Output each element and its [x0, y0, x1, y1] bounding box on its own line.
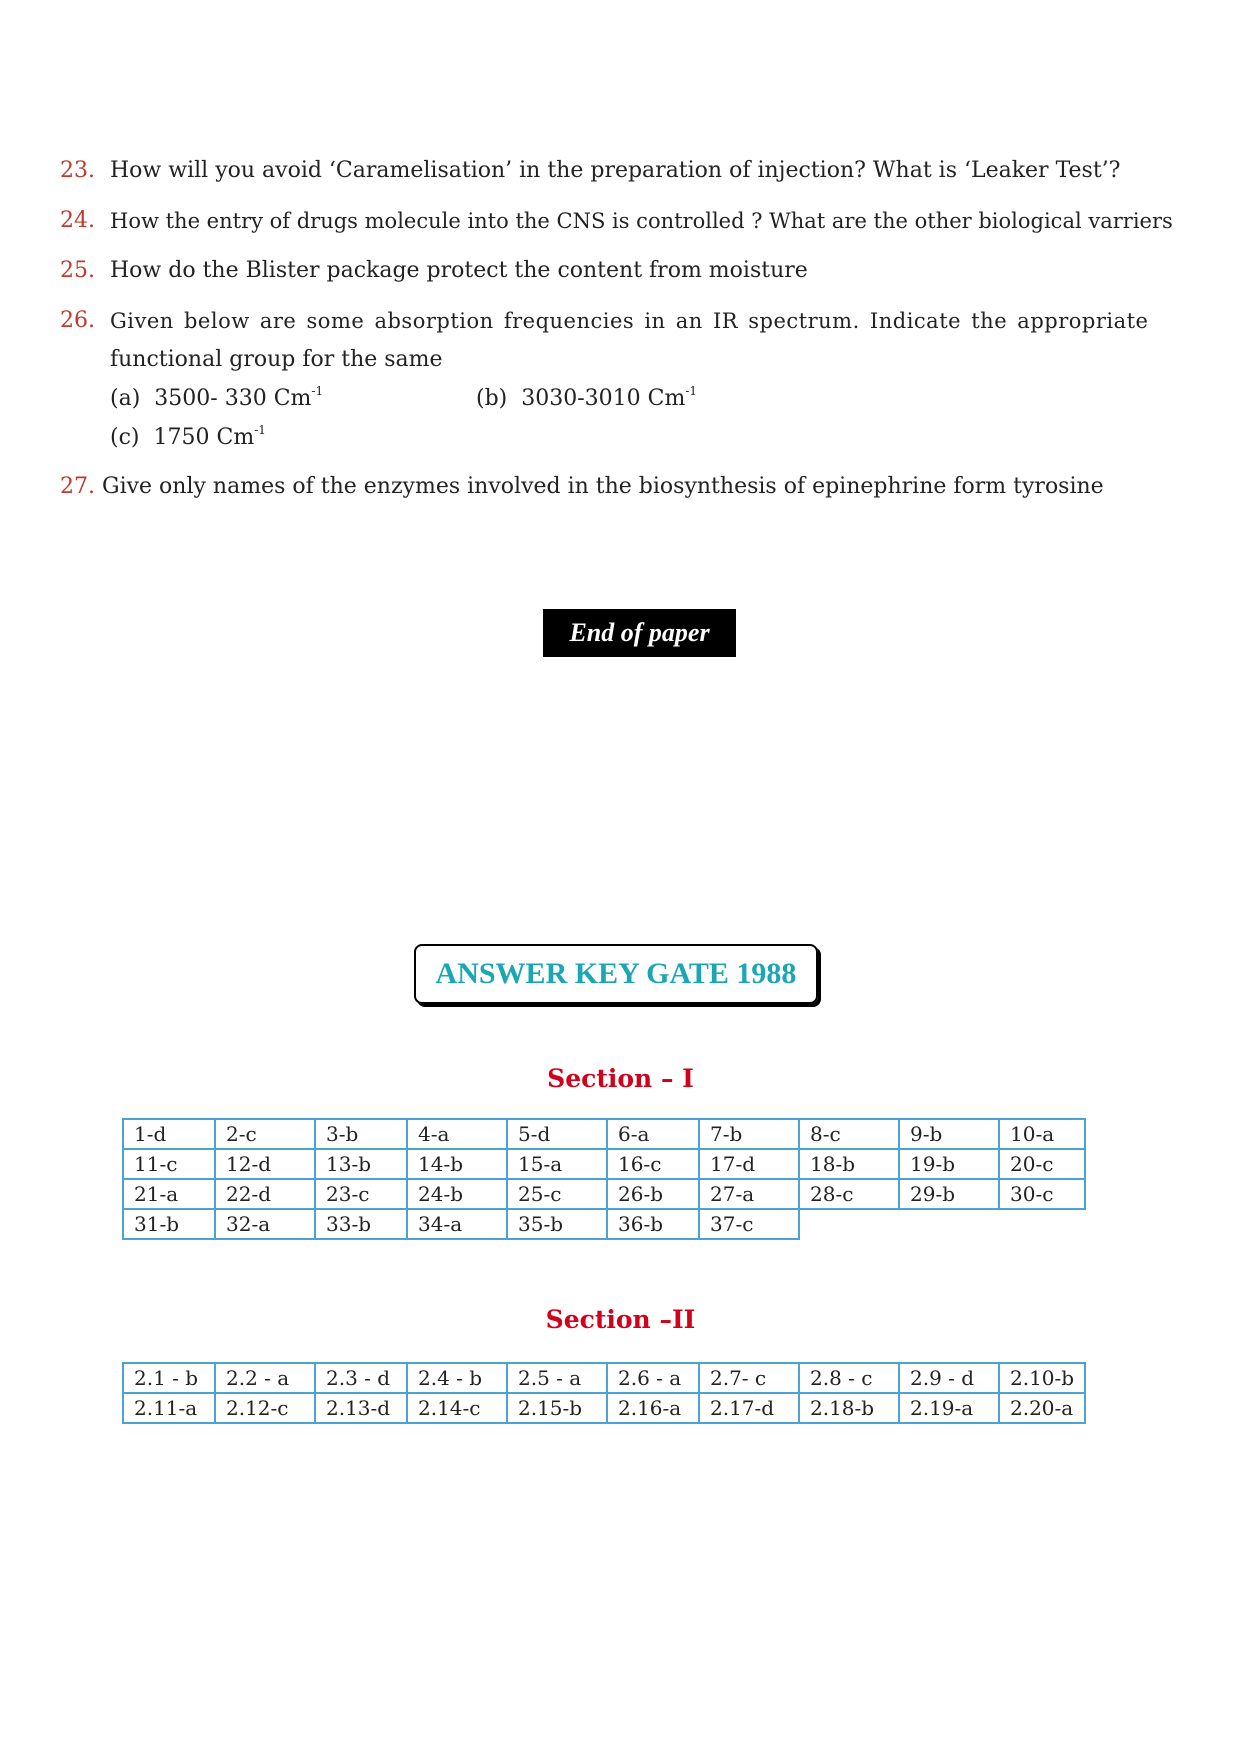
answer-cell: 34-a [407, 1209, 507, 1239]
answer-cell: 9-b [899, 1119, 999, 1149]
answer-cell: 2.15-b [507, 1393, 607, 1423]
question-number: 25. [60, 258, 95, 283]
answer-cell: 23-c [315, 1179, 407, 1209]
answer-cell: 2.14-c [407, 1393, 507, 1423]
answer-cell: 30-c [999, 1179, 1085, 1209]
question-number: 27. [60, 474, 95, 499]
answer-cell: 25-c [507, 1179, 607, 1209]
end-of-paper-banner: End of paper [543, 609, 736, 657]
answer-cell: 2.1 - b [123, 1363, 215, 1393]
answer-cell: 36-b [607, 1209, 699, 1239]
question-27 [60, 474, 1104, 499]
question-number: 24. [60, 208, 95, 233]
option-exponent: -1 [311, 384, 324, 398]
question-text: Give only names of the enzymes involved in the biosynthesis of epinephrine form tyrosine [102, 474, 1104, 499]
answer-cell: 26-b [607, 1179, 699, 1209]
answer-cell: 32-a [215, 1209, 315, 1239]
question-text: How do the Blister package protect the content from moisture [110, 258, 808, 283]
empty-cell [899, 1209, 999, 1239]
answer-cell: 37-c [699, 1209, 799, 1239]
option-exponent: -1 [685, 384, 698, 398]
answer-cell: 21-a [123, 1179, 215, 1209]
answer-cell: 16-c [607, 1149, 699, 1179]
answer-cell: 2.7- c [699, 1363, 799, 1393]
question-text: How the entry of drugs molecule into the CNS is controlled ? What are the other biological varriers [110, 209, 1173, 233]
section-1-answer-table [122, 1118, 1086, 1240]
empty-cell [799, 1209, 899, 1239]
answer-cell: 2.20-a [999, 1393, 1085, 1423]
answer-key-title: ANSWER KEY GATE 1988 [435, 957, 797, 990]
answer-cell: 3-b [315, 1119, 407, 1149]
answer-key-heading-box [414, 944, 818, 1004]
question-text: How will you avoid ‘Caramelisation’ in the preparation of injection? What is ‘Leaker Test’? [110, 158, 1121, 183]
table-row [123, 1149, 1085, 1179]
answer-cell: 8-c [799, 1119, 899, 1149]
table-row [123, 1119, 1085, 1149]
option-value: 1750 Cm [153, 425, 255, 450]
answer-cell: 33-b [315, 1209, 407, 1239]
answer-cell: 2.3 - d [315, 1363, 407, 1393]
answer-cell: 2.12-c [215, 1393, 315, 1423]
answer-cell: 2.2 - a [215, 1363, 315, 1393]
section-1-title: Section – I [547, 1064, 694, 1093]
answer-cell: 7-b [699, 1119, 799, 1149]
answer-cell: 29-b [899, 1179, 999, 1209]
question-text: Given below are some absorption frequencies in an IR spectrum. Indicate the appropriate [110, 309, 1149, 333]
answer-cell: 15-a [507, 1149, 607, 1179]
answer-cell: 18-b [799, 1149, 899, 1179]
table-row [123, 1209, 1085, 1239]
answer-cell: 35-b [507, 1209, 607, 1239]
answer-cell: 11-c [123, 1149, 215, 1179]
answer-cell: 24-b [407, 1179, 507, 1209]
table-row [123, 1393, 1085, 1423]
question-text-continued: functional group for the same [110, 347, 443, 372]
answer-cell: 12-d [215, 1149, 315, 1179]
option-value: 3500- 330 Cm [154, 386, 312, 411]
section-2-answer-table [122, 1362, 1086, 1424]
answer-cell: 2.16-a [607, 1393, 699, 1423]
answer-cell: 2.9 - d [899, 1363, 999, 1393]
answer-cell: 13-b [315, 1149, 407, 1179]
answer-cell: 2-c [215, 1119, 315, 1149]
question-number: 26. [60, 308, 95, 333]
section-2-title: Section –II [545, 1305, 696, 1334]
option-label: (c) [110, 425, 140, 450]
answer-cell: 2.19-a [899, 1393, 999, 1423]
empty-cell [999, 1209, 1085, 1239]
answer-cell: 2.10-b [999, 1363, 1085, 1393]
question-number: 23. [60, 158, 95, 183]
answer-cell: 2.17-d [699, 1393, 799, 1423]
answer-cell: 10-a [999, 1119, 1085, 1149]
answer-cell: 2.5 - a [507, 1363, 607, 1393]
option-label: (b) [476, 386, 508, 411]
option-b [476, 384, 697, 411]
option-a [110, 384, 323, 411]
option-exponent: -1 [254, 423, 266, 437]
answer-cell: 2.8 - c [799, 1363, 899, 1393]
answer-cell: 27-a [699, 1179, 799, 1209]
table-row [123, 1363, 1085, 1393]
answer-cell: 31-b [123, 1209, 215, 1239]
option-c [110, 423, 266, 450]
answer-cell: 20-c [999, 1149, 1085, 1179]
answer-cell: 2.6 - a [607, 1363, 699, 1393]
answer-cell: 14-b [407, 1149, 507, 1179]
answer-cell: 1-d [123, 1119, 215, 1149]
answer-cell: 19-b [899, 1149, 999, 1179]
table-row [123, 1179, 1085, 1209]
answer-cell: 17-d [699, 1149, 799, 1179]
answer-cell: 2.18-b [799, 1393, 899, 1423]
answer-cell: 2.11-a [123, 1393, 215, 1423]
answer-cell: 22-d [215, 1179, 315, 1209]
answer-cell: 4-a [407, 1119, 507, 1149]
option-label: (a) [110, 386, 141, 411]
option-value: 3030-3010 Cm [521, 386, 686, 411]
answer-cell: 6-a [607, 1119, 699, 1149]
answer-cell: 5-d [507, 1119, 607, 1149]
answer-cell: 28-c [799, 1179, 899, 1209]
answer-cell: 2.4 - b [407, 1363, 507, 1393]
answer-cell: 2.13-d [315, 1393, 407, 1423]
